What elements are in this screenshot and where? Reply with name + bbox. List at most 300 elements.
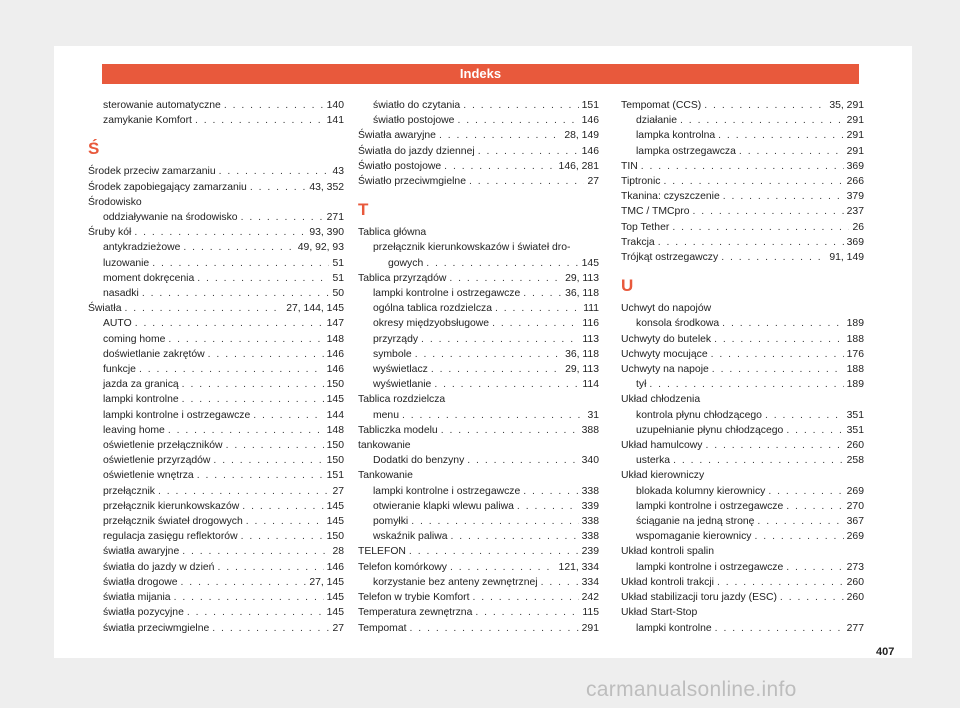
index-subentry (621, 144, 864, 159)
entry-label: światła pozycyjne (103, 607, 184, 619)
index-subentry (358, 113, 599, 128)
index-subentry (88, 377, 344, 392)
index-subentry (88, 590, 344, 605)
leader-dots (441, 423, 579, 438)
entry-label: światła drogowe (103, 576, 178, 588)
entry-label: antykradzieżowe (103, 242, 181, 254)
leader-dots (197, 271, 329, 286)
index-entry (621, 392, 864, 407)
index-entry (621, 220, 864, 235)
entry-label: wspomaganie kierownicy (636, 531, 752, 543)
entry-label: okresy międzyobsługowe (373, 318, 490, 330)
entry-label: lampki kontrolne i ostrzegawcze (636, 500, 784, 512)
leader-dots (463, 98, 578, 113)
leader-dots (680, 113, 844, 128)
index-entry (621, 189, 864, 204)
entry-page[interactable]: 150 (326, 379, 344, 391)
index-entry (621, 544, 864, 559)
leader-dots (705, 438, 843, 453)
leader-dots (174, 590, 324, 605)
index-subentry (88, 453, 344, 468)
index-subentry (621, 423, 864, 438)
leader-dots (421, 332, 579, 347)
index-subentry (358, 453, 599, 468)
index-entry (621, 590, 864, 605)
leader-dots (183, 240, 294, 255)
index-subentry (88, 362, 344, 377)
leader-dots (195, 113, 324, 128)
index-entry (358, 560, 599, 575)
entry-page[interactable]: 150 (326, 455, 344, 467)
index-subentry (358, 286, 599, 301)
entry-page[interactable]: 145 (326, 516, 344, 528)
index-entry (88, 164, 344, 179)
entry-page[interactable]: 36, 118 (565, 288, 599, 300)
entry-page[interactable]: 260 (846, 440, 864, 452)
index-subentry (621, 113, 864, 128)
entry-page[interactable]: 148 (326, 333, 344, 345)
entry-page[interactable]: 27, 144, 145 (286, 303, 344, 315)
entry-page[interactable]: 150 (326, 531, 344, 543)
leader-dots (472, 590, 578, 605)
index-subentry (88, 575, 344, 590)
index-column-2 (358, 98, 599, 636)
index-entry (621, 174, 864, 189)
entry-page[interactable]: 49, 92, 93 (297, 242, 344, 254)
entry-label: oświetlenie przyrządów (103, 455, 211, 467)
entry-label: pomyłki (373, 516, 409, 528)
leader-dots (523, 484, 578, 499)
index-subentry (88, 98, 344, 113)
index-subentry (358, 529, 599, 544)
leader-dots (439, 128, 561, 143)
entry-label: światła do jazdy w dzień (103, 561, 215, 573)
entry-label: kontrola płynu chłodzącego (636, 409, 762, 421)
watermark: carmanualsonline.info (586, 678, 797, 701)
entry-label: oświetlenie przełączników (103, 440, 223, 452)
entry-page[interactable]: 28, 149 (564, 130, 599, 142)
index-subentry (88, 316, 344, 331)
entry-label: moment dokręcenia (103, 272, 195, 284)
index-subentry (358, 347, 599, 362)
leader-dots (765, 408, 844, 423)
entry-page[interactable]: 258 (846, 455, 864, 467)
leader-dots (152, 256, 329, 271)
index-entry (358, 144, 599, 159)
index-letter: T (358, 200, 369, 220)
leader-dots (714, 332, 844, 347)
leader-dots (523, 286, 562, 301)
entry-label: Dodatki do benzyny (373, 455, 465, 467)
entry-page[interactable]: 379 (846, 191, 864, 203)
entry-label: światło do czytania (373, 100, 461, 111)
index-subentry (358, 362, 599, 377)
index-entry (621, 362, 864, 377)
leader-dots (704, 98, 826, 113)
entry-label: ogólna tablica rozdzielcza (373, 303, 492, 315)
entry-page[interactable]: 369 (846, 236, 864, 248)
leader-dots (478, 144, 579, 159)
index-entry (621, 250, 864, 265)
entry-label: AUTO (103, 318, 132, 330)
index-subentry (621, 408, 864, 423)
entry-label: Uchwyt do napojów (621, 303, 712, 315)
entry-label: tył (636, 379, 647, 391)
entry-label: Tkanina: czyszczenie (621, 191, 720, 203)
entry-page[interactable]: 144 (326, 409, 344, 421)
leader-dots (125, 301, 284, 316)
leader-dots (134, 225, 306, 240)
index-subentry (621, 453, 864, 468)
entry-label: otwieranie klapki wlewu paliwa (373, 500, 514, 512)
leader-dots (786, 499, 843, 514)
index-subentry (88, 544, 344, 559)
index-entry (358, 605, 599, 620)
entry-label: Światła awaryjne (358, 130, 436, 142)
index-entry (621, 468, 864, 483)
index-subentry (88, 529, 344, 544)
entry-page[interactable]: 340 (581, 455, 599, 467)
entry-label: luzowanie (103, 257, 150, 269)
entry-label: światło postojowe (373, 115, 455, 127)
index-letter: U (621, 276, 634, 296)
index-entry (621, 301, 864, 316)
entry-label: uzupełnianie płynu chłodzącego (636, 424, 784, 436)
entry-page[interactable]: 146 (581, 145, 599, 157)
entry-page[interactable]: 351 (846, 409, 864, 421)
index-subentry (88, 621, 344, 636)
entry-page[interactable]: 151 (326, 470, 344, 482)
entry-page[interactable]: 189 (846, 379, 864, 391)
leader-dots (168, 423, 324, 438)
entry-page[interactable]: 277 (846, 622, 864, 634)
entry-page[interactable]: 91, 149 (829, 252, 864, 264)
entry-page[interactable]: 369 (846, 160, 864, 172)
entry-page[interactable]: 239 (581, 546, 599, 558)
entry-page[interactable]: 269 (846, 531, 864, 543)
entry-label: Telefon w trybie Komfort (358, 592, 470, 604)
entry-page[interactable]: 35, 291 (829, 100, 864, 111)
index-entry (358, 159, 599, 174)
entry-label: Światło przeciwmgielne (358, 176, 466, 188)
entry-label: lampki kontrolne i ostrzegawcze (373, 485, 521, 497)
entry-page[interactable]: 291 (846, 130, 864, 142)
leader-dots (434, 377, 579, 392)
index-subentry (88, 499, 344, 514)
index-entry (621, 347, 864, 362)
entry-label: Tankowanie (358, 470, 413, 482)
entry-page[interactable]: 27 (332, 485, 344, 497)
leader-dots (717, 575, 844, 590)
leader-dots (241, 529, 324, 544)
entry-page[interactable]: 50 (332, 288, 344, 300)
entry-label: przyrządy (373, 333, 419, 345)
entry-page[interactable]: 31 (587, 409, 599, 421)
leader-dots (402, 408, 584, 423)
entry-page[interactable]: 291 (581, 622, 599, 634)
leader-dots (718, 128, 844, 143)
entry-label: Śruby kół (88, 227, 132, 239)
entry-label: Uchwyty mocujące (621, 348, 708, 360)
index-subentry (88, 240, 344, 255)
index-letter: Ś (88, 139, 100, 159)
leader-dots (426, 256, 578, 271)
index-entry (358, 392, 599, 407)
leader-dots (250, 180, 306, 195)
leader-dots (135, 316, 324, 331)
index-entry (88, 195, 344, 210)
index-entry (621, 159, 864, 174)
entry-label: przełącznik (103, 485, 155, 497)
entry-label: Temperatura zewnętrzna (358, 607, 473, 619)
entry-page[interactable]: 338 (581, 531, 599, 543)
leader-dots (475, 605, 579, 620)
index-entry (621, 575, 864, 590)
entry-page[interactable]: 29, 113 (565, 272, 599, 284)
index-subentry (88, 560, 344, 575)
entry-page[interactable]: 145 (326, 394, 344, 406)
entry-label: blokada kolumny kierownicy (636, 485, 766, 497)
entry-label: sterowanie automatyczne (103, 100, 221, 111)
entry-page[interactable]: 27, 145 (309, 576, 344, 588)
leader-dots (712, 362, 844, 377)
index-subentry (358, 484, 599, 499)
entry-page[interactable]: 93, 390 (309, 227, 344, 239)
entry-page[interactable]: 334 (581, 576, 599, 588)
entry-page[interactable]: 51 (332, 272, 344, 284)
entry-page[interactable]: 176 (846, 348, 864, 360)
entry-page[interactable]: 189 (846, 318, 864, 330)
entry-page[interactable]: 151 (581, 100, 599, 111)
entry-label: zamykanie Komfort (103, 115, 192, 127)
index-subentry (88, 468, 344, 483)
leader-dots (450, 560, 556, 575)
entry-label: Tablica główna (358, 227, 427, 239)
index-entry (358, 423, 599, 438)
leader-dots (649, 377, 843, 392)
entry-label: lampki kontrolne (103, 394, 179, 406)
entry-label: coming home (103, 333, 166, 345)
entry-label: symbole (373, 348, 412, 360)
entry-page[interactable]: 150 (326, 440, 344, 452)
entry-label: doświetlanie zakrętów (103, 348, 205, 360)
entry-page[interactable]: 111 (583, 303, 599, 315)
index-entry (621, 204, 864, 219)
entry-page[interactable]: 338 (581, 516, 599, 528)
index-subentry (621, 560, 864, 575)
index-entry (621, 438, 864, 453)
entry-page[interactable]: 43 (332, 166, 344, 178)
index-entry (358, 128, 599, 143)
entry-page[interactable]: 188 (846, 364, 864, 376)
index-subentry (88, 286, 344, 301)
index-entry (621, 98, 864, 113)
leader-dots (663, 174, 843, 189)
entry-page[interactable]: 148 (326, 424, 344, 436)
leader-dots (242, 499, 323, 514)
entry-page[interactable]: 114 (582, 379, 599, 391)
entry-page[interactable]: 367 (846, 516, 864, 528)
leader-dots (213, 453, 323, 468)
entry-page[interactable]: 291 (846, 145, 864, 157)
index-subentry (358, 499, 599, 514)
entry-page[interactable]: 28 (332, 546, 344, 558)
entry-page[interactable]: 339 (581, 500, 599, 512)
leader-dots (672, 220, 849, 235)
entry-label: Światło postojowe (358, 160, 442, 172)
index-entry (358, 225, 599, 240)
entry-page[interactable]: 140 (326, 100, 344, 111)
index-entry (358, 438, 599, 453)
entry-page[interactable]: 145 (326, 607, 344, 619)
entry-label: działanie (636, 115, 678, 127)
entry-page[interactable]: 141 (326, 115, 344, 127)
index-entry (358, 621, 599, 636)
index-entry (621, 605, 864, 620)
entry-page[interactable]: 145 (326, 592, 344, 604)
entry-page[interactable]: 145 (581, 257, 599, 269)
entry-label: menu (373, 409, 399, 421)
entry-page[interactable]: 116 (582, 318, 599, 330)
entry-label: światła awaryjne (103, 546, 180, 558)
leader-dots (197, 468, 324, 483)
index-column-1 (88, 98, 344, 636)
leader-dots (641, 159, 844, 174)
index-subentry (621, 484, 864, 499)
entry-label: jazda za granicą (103, 379, 179, 391)
index-entry (88, 301, 344, 316)
leader-dots (711, 347, 844, 362)
leader-dots (757, 514, 843, 529)
entry-page[interactable]: 115 (582, 607, 599, 619)
entry-label: Tempomat (358, 622, 407, 634)
leader-dots (693, 204, 844, 219)
entry-label: światła mijania (103, 592, 171, 604)
index-subentry (621, 377, 864, 392)
leader-dots (212, 621, 329, 636)
leader-dots (786, 560, 843, 575)
entry-page[interactable]: 270 (846, 500, 864, 512)
entry-page[interactable]: 269 (846, 485, 864, 497)
entry-label: Uchwyty do butelek (621, 333, 712, 345)
entry-label: lampka kontrolna (636, 130, 716, 142)
entry-label: TELEFON (358, 546, 406, 558)
index-subentry (621, 316, 864, 331)
leader-dots (541, 575, 579, 590)
entry-label: Tablica rozdzielcza (358, 394, 446, 406)
entry-page[interactable]: 388 (581, 424, 599, 436)
entry-page[interactable]: 260 (846, 592, 864, 604)
entry-page[interactable]: 146, 281 (558, 160, 599, 172)
entry-page[interactable]: 145 (326, 500, 344, 512)
entry-page[interactable]: 146 (326, 561, 344, 573)
entry-page[interactable]: 260 (846, 576, 864, 588)
leader-dots (411, 514, 578, 529)
entry-page[interactable]: 27 (587, 176, 599, 188)
entry-page[interactable]: 43, 352 (309, 181, 344, 193)
index-entry (621, 235, 864, 250)
index-subentry (621, 621, 864, 636)
entry-label: Układ kontroli spalin (621, 546, 714, 558)
index-column-3 (621, 98, 864, 636)
entry-label: lampki kontrolne i ostrzegawcze (103, 409, 251, 421)
entry-page[interactable]: 113 (582, 333, 599, 345)
entry-page[interactable]: 266 (846, 176, 864, 188)
index-subentry (358, 514, 599, 529)
entry-page[interactable]: 29, 113 (565, 364, 599, 376)
entry-page[interactable]: 146 (581, 115, 599, 127)
entry-page[interactable]: 146 (326, 364, 344, 376)
index-subentry (621, 499, 864, 514)
entry-page[interactable]: 338 (581, 485, 599, 497)
leader-dots (722, 316, 843, 331)
leader-dots (768, 484, 843, 499)
index-subentry (88, 438, 344, 453)
entry-label: Układ chłodzenia (621, 394, 701, 406)
index-entry (358, 468, 599, 483)
entry-page[interactable]: 146 (326, 348, 344, 360)
entry-label: Układ kontroli trakcji (621, 576, 714, 588)
entry-page[interactable]: 26 (852, 221, 864, 233)
index-subentry (358, 256, 599, 271)
leader-dots (246, 514, 324, 529)
leader-dots (241, 210, 324, 225)
entry-page[interactable]: 121, 334 (558, 561, 599, 573)
leader-dots (409, 544, 579, 559)
index-subentry (358, 98, 599, 113)
entry-page[interactable]: 271 (326, 212, 344, 224)
entry-page[interactable]: 351 (846, 424, 864, 436)
leader-dots (786, 423, 843, 438)
index-header: Indeks (102, 64, 859, 84)
entry-page[interactable]: 242 (581, 592, 599, 604)
entry-page[interactable]: 36, 118 (565, 348, 599, 360)
entry-page[interactable]: 147 (326, 318, 344, 330)
entry-label: konsola środkowa (636, 318, 720, 330)
leader-dots (139, 362, 324, 377)
index-subentry (358, 240, 599, 255)
entry-label: Układ Start-Stop (621, 607, 698, 619)
index-subentry (88, 392, 344, 407)
page-number: 407 (876, 646, 895, 658)
index-subentry (358, 575, 599, 590)
index-subentry (88, 484, 344, 499)
entry-label: nasadki (103, 288, 139, 300)
index-subentry (88, 210, 344, 225)
index-entry (621, 332, 864, 347)
leader-dots (721, 250, 826, 265)
leader-dots (217, 560, 323, 575)
leader-dots (182, 392, 324, 407)
index-subentry (358, 316, 599, 331)
leader-dots (495, 301, 580, 316)
entry-page[interactable]: 51 (332, 257, 344, 269)
entry-label: oddziaływanie na środowisko (103, 212, 238, 224)
leader-dots (780, 590, 844, 605)
entry-label: Środowisko (88, 196, 142, 208)
entry-label: ściąganie na jedną stronę (636, 516, 755, 528)
entry-page[interactable]: 291 (846, 115, 864, 127)
entry-page[interactable]: 27 (332, 622, 344, 634)
entry-page[interactable]: 273 (846, 561, 864, 573)
entry-page[interactable]: 237 (846, 206, 864, 218)
index-page (54, 46, 912, 658)
entry-label: usterka (636, 455, 671, 467)
entry-label: Top Tether (621, 221, 670, 233)
leader-dots (469, 174, 584, 189)
entry-label: Tablica przyrządów (358, 272, 447, 284)
entry-page[interactable]: 188 (846, 333, 864, 345)
